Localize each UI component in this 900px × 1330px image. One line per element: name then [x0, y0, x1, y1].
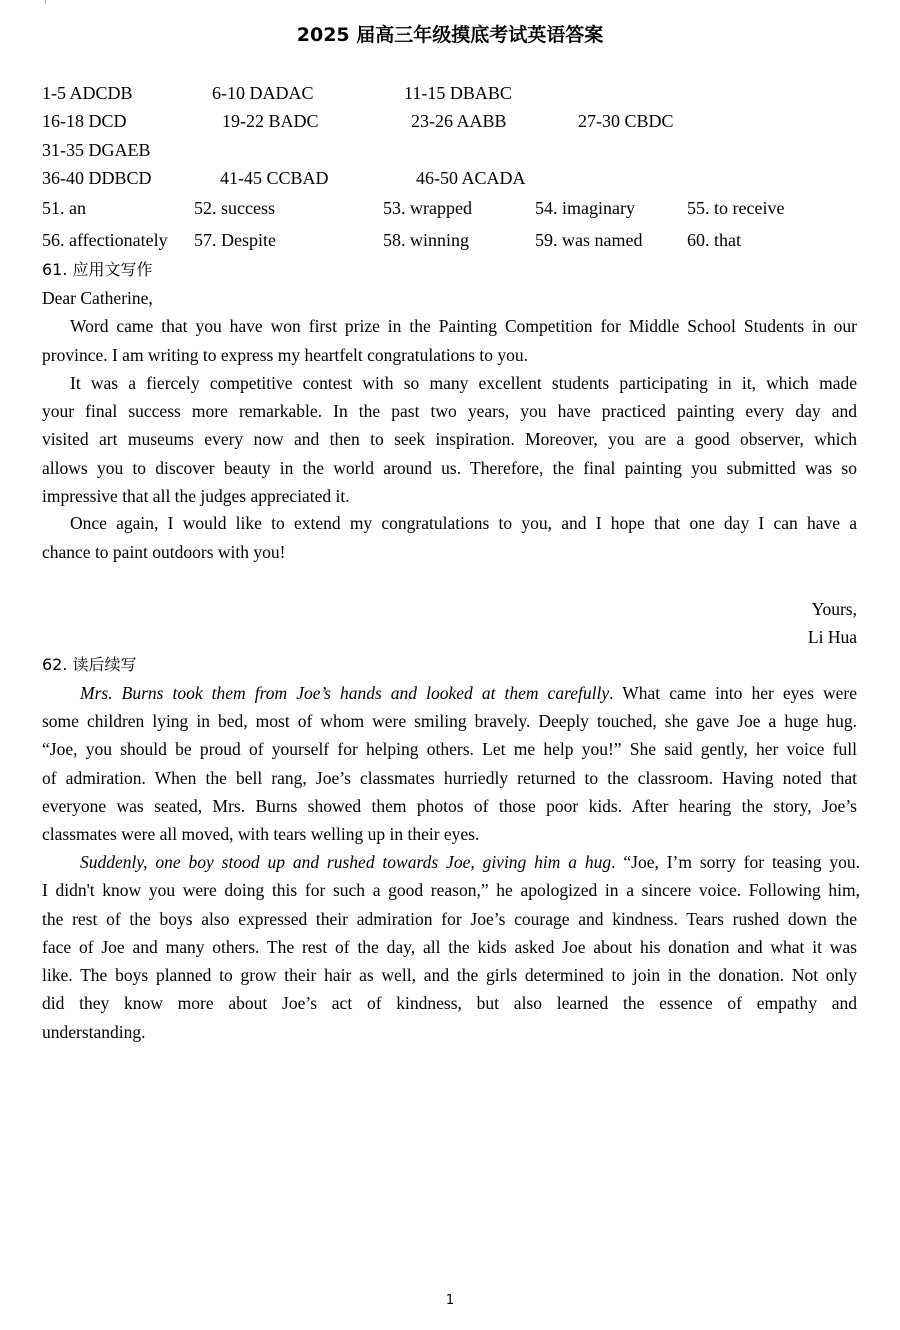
fill-answer: 53. wrapped	[383, 198, 472, 218]
fill-row	[0, 229, 900, 257]
story-line: of admiration. When the bell rang, Joe’s classmates hurriedly returned to the classroom. Having noted that	[42, 768, 857, 788]
answer-group: 31-35 DGAEB	[42, 140, 151, 160]
letter-line: chance to paint outdoors with you!	[42, 542, 286, 562]
story-line: I didn't know you were doing this for such a good reason,” he apologized in a sincere voice. Following him,	[42, 880, 860, 900]
letter-line: impressive that all the judges appreciated it.	[42, 486, 350, 506]
letter-salutation: Dear Catherine,	[42, 288, 153, 308]
answer-row	[0, 139, 900, 167]
story-line: classmates were all moved, with tears welling up in their eyes.	[42, 824, 480, 844]
fill-answer: 55. to receive	[687, 198, 785, 218]
fill-answer: 54. imaginary	[535, 198, 635, 218]
answer-row	[0, 167, 900, 195]
story-line: Suddenly, one boy stood up and rushed towards Joe, giving him a hug. “Joe, I’m sorry for teasing you.	[80, 852, 861, 872]
fill-answer: 51. an	[42, 198, 86, 218]
answer-group: 1-5 ADCDB	[42, 83, 133, 103]
letter-line: your final success more remarkable. In the past two years, you have practiced painting every day and	[42, 401, 857, 421]
answer-row	[0, 110, 900, 138]
fill-answer: 56. affectionately	[42, 230, 168, 250]
answer-group: 6-10 DADAC	[212, 83, 314, 103]
letter-line: Word came that you have won first prize in the Painting Competition for Middle School Students in our	[70, 316, 857, 336]
story-line: like. The boys planned to grow their hair as well, and the girls determined to join in the donation. Not only	[42, 965, 857, 985]
letter-signature: Li Hua	[807, 627, 857, 647]
answer-group: 11-15 DBABC	[404, 83, 512, 103]
letter-line: allows you to discover beauty in the world around us. Therefore, the final painting you submitted was so	[42, 458, 857, 478]
answer-group: 16-18 DCD	[42, 111, 127, 131]
letter-line: Once again, I would like to extend my congratulations to you, and I hope that one day I can have a	[70, 513, 857, 533]
crop-mark	[45, 0, 46, 4]
answer-row	[0, 82, 900, 110]
answer-group: 27-30 CBDC	[578, 111, 674, 131]
answer-group: 19-22 BADC	[222, 111, 319, 131]
story-line: the rest of the boys also expressed their admiration for Joe’s courage and kindness. Tears rushed down the	[42, 909, 857, 929]
fill-row	[0, 197, 900, 225]
story-line: everyone was seated, Mrs. Burns showed them photos of those poor kids. After hearing the story, Joe’s	[42, 796, 857, 816]
story-line: “Joe, you should be proud of yourself for helping others. Let me help you!” She said gently, her voice full	[42, 739, 857, 759]
fill-answer: 59. was named	[535, 230, 643, 250]
story-line: did they know more about Joe’s act of kindness, but also learned the essence of empathy and	[42, 993, 857, 1013]
page-title: 2025 届高三年级摸底考试英语答案	[296, 24, 604, 46]
section-61-heading: 61. 应用文写作	[42, 260, 153, 279]
fill-answer: 58. winning	[383, 230, 470, 250]
story-line: some children lying in bed, most of whom were smiling bravely. Deeply touched, she gave Joe a huge hug.	[42, 711, 857, 731]
story-line: understanding.	[42, 1022, 146, 1042]
story-line: face of Joe and many others. The rest of the day, all the kids asked Joe about his donation and what it was	[42, 937, 857, 957]
answer-group: 23-26 AABB	[411, 111, 507, 131]
story-line: Mrs. Burns took them from Joe’s hands and looked at them carefully. What came into her eyes were	[80, 683, 857, 703]
fill-answer: 52. success	[194, 198, 275, 218]
letter-line: visited art museums every now and then to seek inspiration. Moreover, you are a good observer, which	[42, 429, 857, 449]
letter-line: province. I am writing to express my heartfelt congratulations to you.	[42, 345, 528, 365]
letter-line: It was a fiercely competitive contest with so many excellent students participating in it, which made	[70, 373, 857, 393]
letter-closing: Yours,	[811, 599, 857, 619]
fill-answer: 57. Despite	[194, 230, 276, 250]
page-number: 1	[445, 1293, 455, 1308]
answer-group: 46-50 ACADA	[416, 168, 526, 188]
fill-answer: 60. that	[687, 230, 741, 250]
answer-group: 36-40 DDBCD	[42, 168, 152, 188]
section-62-heading: 62. 读后续写	[42, 655, 137, 674]
answer-group: 41-45 CCBAD	[220, 168, 329, 188]
